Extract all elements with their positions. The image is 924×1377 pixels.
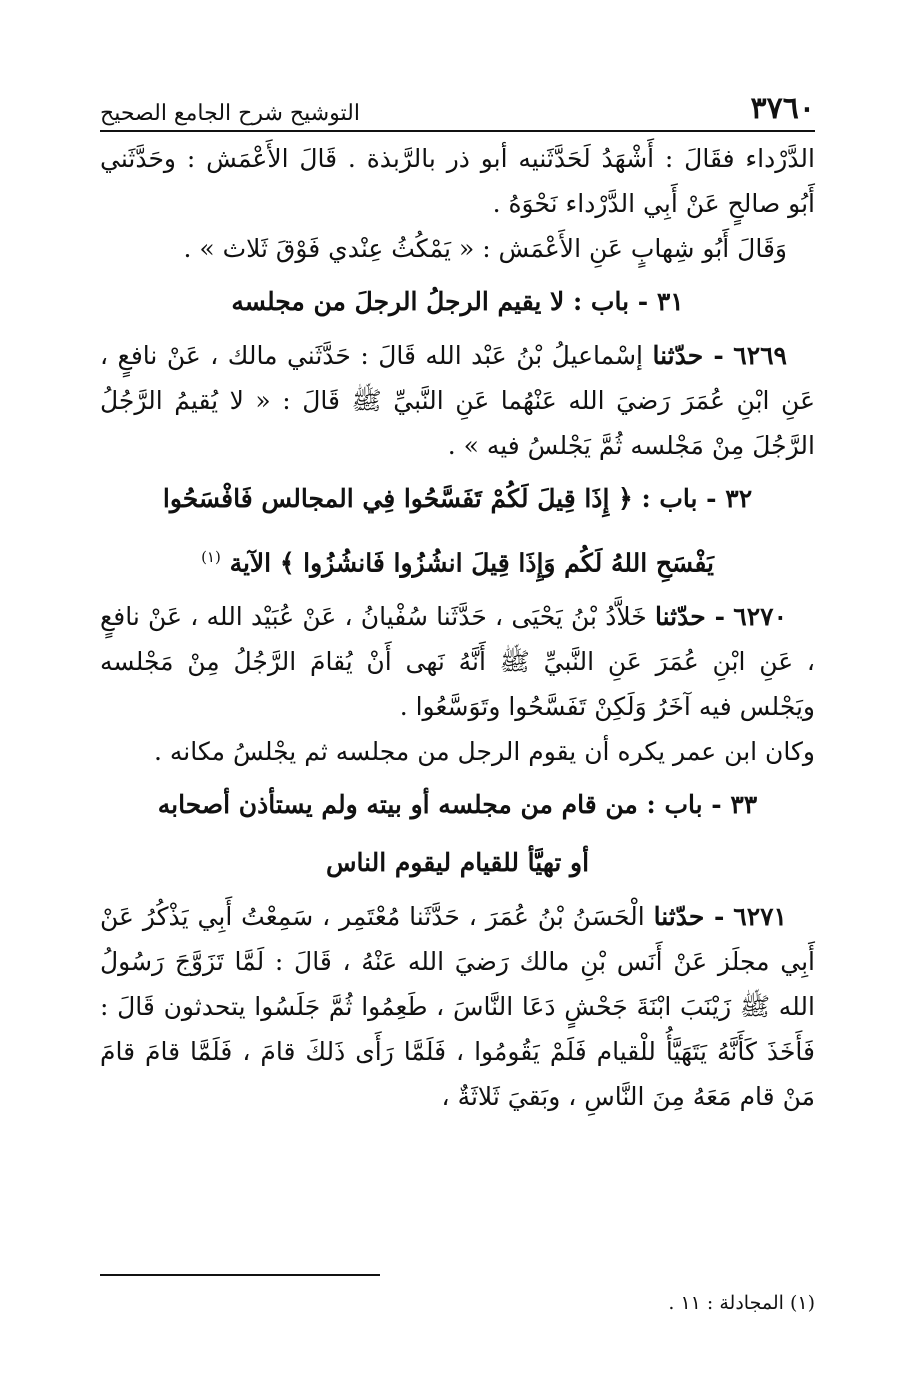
hadith-text: إسْماعيلُ بْنُ عَبْد الله قَالَ : حَدَّثَني مالك ، عَنْ نافعٍ ، عَنِ ابْنِ عُمَرَ رَضيَ الله عَنْهُما عَنِ النَّبيِّ ﷺ قَالَ : « لا يُقيمُ الرَّجُلُ الرَّجُلَ مِنْ مَجْلسه ثُمَّ يَجْلسُ فيه » .	[100, 341, 815, 460]
footnote-1: (١) المجادلة : ١١ .	[668, 1292, 815, 1314]
chapter-heading-32-line2: يَفْسَحِ اللهُ لَكُم وَإِذَا قِيلَ انشُزُوا فَانشُزُوا ﴾ الآية $^{(١)}$	[201, 548, 714, 578]
running-head	[100, 80, 815, 132]
hadith-number: ٦٢٧١	[733, 902, 787, 932]
chapter-heading-33	[100, 776, 815, 892]
hadith-text: خَلاَّدُ بْنُ يَحْيَى ، حَدَّثَنا سُفْيانُ ، عَنْ عُبَيْد الله ، عَنْ نافعٍ ، عَنِ ابْنِ عُمَرَ عَنِ النَّبيِّ ﷺ أَنَّهُ نَهى أَنْ يُقامَ الرَّجُلُ مِنْ مَجْلسه ويَجْلس فيه آخَرُ وَلَكِنْ تَفَسَّحُوا وتَوَسَّعُوا .	[100, 602, 815, 722]
hadith-isnad-start: - حدّثنا	[654, 602, 726, 632]
footnote-divider	[100, 1274, 380, 1276]
book-page	[100, 80, 815, 1330]
chapter-heading-33-line2: أو تهيَّأ للقيام ليقوم الناس	[325, 848, 590, 878]
page-body	[100, 136, 815, 1119]
hadith-isnad-start: - حدّثنا	[652, 341, 724, 370]
footnote-ref: (١)	[201, 548, 221, 566]
paragraph-continuation: الدَّرْداء فقَالَ : أَشْهَدُ لَحَدَّثَنيه أبو ذر بالرَّبذة . قَالَ الأَعْمَش : وحَدَّثَني أَبُو صالحٍ عَنْ أَبِي الدَّرْداء نَحْوَهُ .	[100, 144, 815, 218]
hadith-number: ٦٢٦٩	[733, 341, 787, 370]
paragraph-abu-shihab: وَقَالَ أَبُو شِهابٍ عَنِ الأَعْمَش : « يَمْكُثُ عِنْدي فَوْقَ ثَلاث » .	[183, 234, 787, 263]
book-title: التوشيح شرح الجامع الصحيح	[100, 101, 360, 126]
paragraph-ibn-umar: وكان ابن عمر يكره أن يقوم الرجل من مجلسه ثم يجْلسُ مكانه .	[153, 737, 815, 767]
chapter-heading-32-line1: ٣٢ - باب : ﴿ إِذَا قِيلَ لَكُمْ تَفَسَّحُوا فِي المجالس فَافْسَحُوا	[162, 484, 753, 513]
hadith-6269	[100, 333, 815, 468]
hadith-number: ٦٢٧٠	[733, 602, 787, 632]
page-number: ٣٧٦٠	[750, 91, 815, 126]
hadith-text: الْحَسَنُ بْنُ عُمَرَ ، حَدَّثَنا مُعْتَمِر ، سَمِعْتُ أَبِي يَذْكُرُ عَنْ أَبِي مجلَز عَنْ أَنَس بْنِ مالك رَضيَ الله عَنْهُ ، قَالَ : لَمَّا تَزَوَّجَ رَسُولُ الله ﷺ زَيْنَبَ ابْنَةَ جَحْشٍ دَعَا النَّاسَ ، طَعِمُوا ثُمَّ جَلَسُوا يتحدثون قَالَ : فَأَخَذَ كَأَنَّهُ يَتَهَيَّأُ للْقيام فَلَمْ يَقُومُوا ، فَلَمَّا رَأَى ذَلكَ قامَ ، فَلَمَّا قامَ قامَ مَنْ قام مَعَهُ مِنَ النَّاسِ ، وبَقيَ ثَلاثَةٌ ،	[100, 902, 815, 1112]
hadith-isnad-start: - حدّثنا	[653, 902, 725, 932]
hadith-6271	[100, 894, 815, 1119]
chapter-heading-31: ٣١ - باب : لا يقيم الرجلُ الرجلَ من مجلسه	[231, 287, 684, 316]
hadith-6270	[100, 594, 815, 729]
chapter-heading-33-line1: ٣٣ - باب : من قام من مجلسه أو بيته ولم يستأذن أصحابه	[157, 790, 758, 820]
chapter-heading-32	[100, 470, 815, 592]
